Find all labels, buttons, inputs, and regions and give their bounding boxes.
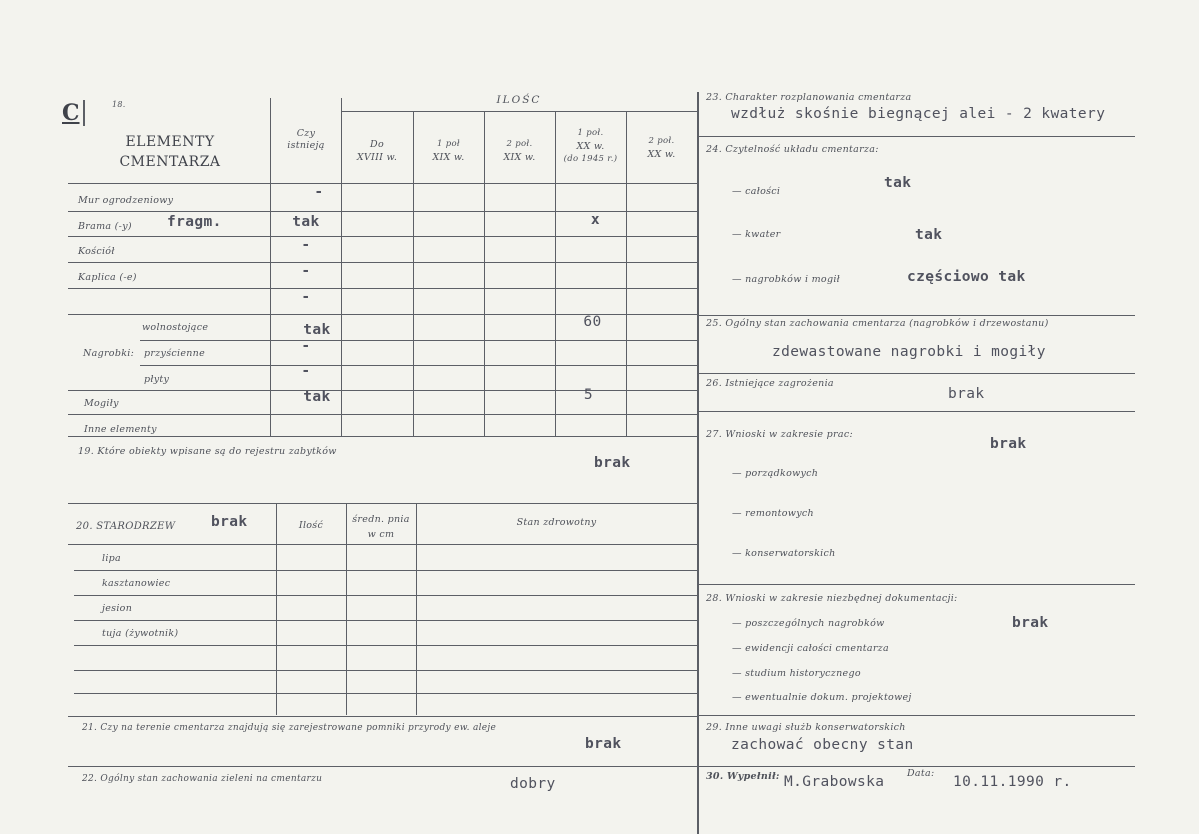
grid-line <box>698 315 1135 316</box>
section-21-label: 21. Czy na terenie cmentarza znajdują się zarejestrowane pomniki przyrody ew. aleje <box>82 723 497 733</box>
section-29-label: 29. Inne uwagi służb konserwatorskich <box>706 722 906 733</box>
section-28-ewidencji: — ewidencji całości cmentarza <box>732 643 889 654</box>
grid-line <box>74 670 697 671</box>
grid-line <box>68 236 697 237</box>
section-22-value: dobry <box>510 776 556 792</box>
section-28-label: 28. Wnioski w zakresie niezbędnej dokumentacji: <box>706 593 958 604</box>
brama-note: fragm. <box>167 214 222 230</box>
section-24-calosci-value: tak <box>884 175 912 191</box>
row-label-przyscienne: przyścienne <box>144 348 206 359</box>
grid-line <box>68 436 697 437</box>
section-30-label: 30. Wypełnił: <box>706 771 780 782</box>
section-25-value: zdewastowane nagrobki i mogiły <box>772 344 1046 360</box>
grid-line <box>276 503 277 715</box>
col-czy-istnieja-2: istnieją <box>287 140 325 151</box>
grid-line <box>68 503 697 504</box>
row-label-wolnostojace: wolnostojące <box>142 322 209 333</box>
grid-line <box>68 262 697 263</box>
grid-line <box>74 693 697 694</box>
row-label-nagrobki: Nagrobki: <box>83 348 135 359</box>
section-23-value: wzdłuż skośnie biegnącej alei - 2 kwatery <box>731 106 1106 122</box>
section-27-value: brak <box>990 436 1027 452</box>
row-label-mur: Mur ogrodzeniowy <box>78 195 174 206</box>
section-20-label: 20. STARODRZEW <box>76 521 176 532</box>
grid-line <box>74 620 697 621</box>
grid-line <box>74 645 697 646</box>
section-26-label: 26. Istniejące zagrożenia <box>706 378 834 389</box>
grid-line <box>140 340 697 341</box>
section-30-name: M.Grabowska <box>784 774 885 790</box>
grid-line <box>698 411 1135 412</box>
grid-line <box>341 111 697 112</box>
grid-line <box>74 595 697 596</box>
tree-jesion: jesion <box>102 603 133 614</box>
mogily-czy-value: tak <box>303 389 331 405</box>
period-4-l2: XX w. <box>576 141 605 152</box>
section-28-studium: — studium historycznego <box>732 668 861 679</box>
section-18-title-1: ELEMENTY <box>125 134 215 150</box>
kosciol-czy-value: - <box>301 237 311 253</box>
section-22-label: 22. Ogólny stan zachowania zieleni na cmentarzu <box>82 774 323 784</box>
przyscienne-czy-value: - <box>301 338 311 354</box>
period-5-l1: 2 poł. <box>648 136 675 146</box>
section-27-label: 27. Wnioski w zakresie prac: <box>706 429 853 440</box>
section-30-date-label: Data: <box>907 768 935 779</box>
grid-line <box>698 136 1135 137</box>
section-29-value: zachować obecny stan <box>731 737 914 753</box>
section-28-value: brak <box>1012 615 1049 631</box>
plyty-czy-value: - <box>301 363 311 379</box>
grid-line <box>698 584 1135 585</box>
wolnostojace-xx1-value: 60 <box>583 314 602 330</box>
col-stan-zdrowotny: Stan zdrowotny <box>516 517 597 528</box>
col-sredn-2: w cm <box>367 529 395 540</box>
section-28-projektowej: — ewentualnie dokum. projektowej <box>732 692 912 703</box>
section-24-nagrobkow-label: — nagrobków i mogił <box>732 274 841 285</box>
ilosc-header: ILOŚC <box>496 94 542 106</box>
row-label-inne: Inne elementy <box>84 424 157 435</box>
period-2-l1: 1 poł <box>437 139 460 149</box>
grid-line <box>68 544 697 545</box>
col-tree-ilosc: Ilość <box>298 520 324 531</box>
grid-line <box>68 414 697 415</box>
grid-line <box>68 716 697 717</box>
section-20-value: brak <box>211 514 248 530</box>
row-label-kaplica: Kaplica (-e) <box>78 272 137 283</box>
period-2-l2: XIX w. <box>432 152 465 163</box>
section-19-label: 19. Które obiekty wpisane są do rejestru zabytków <box>78 446 337 457</box>
period-1-l1: Do <box>370 139 384 150</box>
section-24-label: 24. Czytelność układu cmentarza: <box>706 144 879 155</box>
section-19-value: brak <box>594 455 631 471</box>
brama-xx1-value: x <box>590 212 601 228</box>
section-24-nagrobkow-value: częściowo tak <box>907 269 1026 285</box>
page-divider <box>697 92 699 834</box>
grid-line <box>68 183 697 184</box>
grid-line <box>698 373 1135 374</box>
period-1-l2: XVIII w. <box>356 152 398 163</box>
section-18-number: 18. <box>112 100 126 109</box>
section-25-label: 25. Ogólny stan zachowania cmentarza (nagrobków i drzewostanu) <box>706 318 1049 329</box>
grid-line <box>416 503 417 715</box>
row-label-mogily: Mogiły <box>84 398 119 409</box>
col-sredn-1: średn. pnia <box>352 514 410 525</box>
section-26-value: brak <box>948 386 985 402</box>
section-27-konserwatorskich: — konserwatorskich <box>732 548 836 559</box>
tree-kasztanowiec: kasztanowiec <box>102 578 171 589</box>
section-23-label: 23. Charakter rozplanowania cmentarza <box>706 92 912 103</box>
corner-mark <box>83 100 85 126</box>
grid-line <box>68 288 697 289</box>
tree-lipa: lipa <box>102 553 122 564</box>
section-27-porzadkowych: — porządkowych <box>732 468 819 479</box>
period-4-l3: (do 1945 r.) <box>563 154 618 164</box>
row-label-brama: Brama (-y) <box>78 221 132 232</box>
mogily-xx1-value: 5 <box>583 387 594 403</box>
section-28-nagrobkow: — poszczególnych nagrobków <box>732 618 885 629</box>
grid-line <box>74 570 697 571</box>
brama-czy-value: tak <box>292 214 320 230</box>
section-30-date: 10.11.1990 r. <box>953 774 1072 790</box>
period-5-l2: XX w. <box>647 149 676 160</box>
section-24-calosci-label: — całości <box>732 186 781 197</box>
blank-row-czy-value: - <box>301 289 311 305</box>
wolnostojace-czy-value: tak <box>303 322 331 338</box>
grid-line <box>698 715 1135 716</box>
section-27-remontowych: — remontowych <box>732 508 814 519</box>
tree-tuja: tuja (żywotnik) <box>102 628 179 639</box>
kaplica-czy-value: - <box>301 263 311 279</box>
section-24-kwater-value: tak <box>915 227 943 243</box>
col-czy-istnieja-1: Czy <box>296 128 316 139</box>
period-3-l1: 2 poł. <box>506 139 533 149</box>
section-18-title-2: CMENTARZA <box>119 154 221 170</box>
grid-line <box>140 365 697 366</box>
mur-czy-value: - <box>314 184 324 200</box>
period-3-l2: XIX w. <box>503 152 536 163</box>
grid-line <box>68 766 697 767</box>
row-label-kosciol: Kościół <box>78 246 115 257</box>
section-24-kwater-label: — kwater <box>732 229 781 240</box>
section-21-value: brak <box>585 736 622 752</box>
period-4-l1: 1 poł. <box>577 128 604 138</box>
row-label-plyty: płyty <box>144 374 170 385</box>
corner-letter: C <box>62 100 80 126</box>
